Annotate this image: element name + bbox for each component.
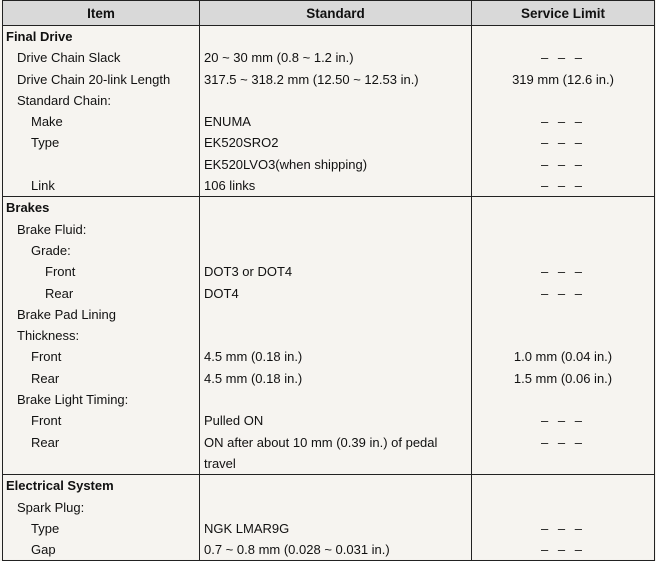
cell-line: – – – <box>541 156 585 172</box>
header-item: Item <box>3 1 200 26</box>
cell-line <box>200 497 471 518</box>
item-cell <box>3 197 200 475</box>
cell-line <box>472 90 654 111</box>
cell-line <box>472 325 654 346</box>
cell-line: Type <box>31 135 60 151</box>
standard-cell <box>200 475 472 561</box>
item-cell <box>3 475 200 561</box>
section-title: Electrical System <box>6 478 114 494</box>
cell-line: Pulled ON <box>204 413 264 429</box>
section-title: Brakes <box>6 200 50 216</box>
cell-line: 4.5 mm (0.18 in.) <box>204 370 303 386</box>
cell-line: DOT3 or DOT4 <box>204 264 293 280</box>
cell-line: 319 mm (12.6 in.) <box>512 71 614 87</box>
cell-line: – – – <box>541 264 585 280</box>
blank-line <box>200 26 471 47</box>
cell-line: Make <box>31 114 63 130</box>
cell-line: – – – <box>541 520 585 536</box>
cell-line: Rear <box>31 434 60 450</box>
cell-line: 20 ~ 30 mm (0.8 ~ 1.2 in.) <box>204 50 354 66</box>
cell-line: 106 links <box>204 178 256 194</box>
cell-line: 317.5 ~ 318.2 mm (12.50 ~ 12.53 in.) <box>204 71 419 87</box>
cell-line: 4.5 mm (0.18 in.) <box>204 349 303 365</box>
standard-cell <box>200 197 472 475</box>
cell-line: Standard Chain: <box>17 92 111 108</box>
header-service-limit: Service Limit <box>472 1 655 26</box>
cell-line <box>472 389 654 410</box>
cell-line <box>472 240 654 261</box>
cell-line: Drive Chain 20-link Length <box>17 71 171 87</box>
item-cell <box>3 26 200 197</box>
cell-line: – – – <box>541 434 585 450</box>
section-2 <box>3 197 655 475</box>
service-limit-cell <box>472 26 655 197</box>
section-title: Final Drive <box>6 29 73 44</box>
cell-line: Grade: <box>31 242 71 258</box>
cell-line: Drive Chain Slack <box>17 50 121 66</box>
cell-line <box>3 453 199 474</box>
cell-line <box>472 304 654 325</box>
blank-line <box>472 197 654 218</box>
cell-line <box>200 325 471 346</box>
cell-line: – – – <box>541 135 585 151</box>
cell-line: Type <box>31 520 60 536</box>
cell-line <box>200 304 471 325</box>
blank-line <box>472 26 654 47</box>
cell-line <box>200 240 471 261</box>
service-limit-cell <box>472 197 655 475</box>
blank-line <box>472 475 654 496</box>
cell-line <box>200 90 471 111</box>
cell-line: travel <box>204 455 236 471</box>
standard-cell <box>200 26 472 197</box>
section-1 <box>3 26 655 197</box>
cell-line: 1.5 mm (0.06 in.) <box>513 370 613 386</box>
cell-line: ENUMA <box>204 114 251 130</box>
cell-line: Rear <box>31 370 60 386</box>
cell-line: Thickness: <box>17 328 80 344</box>
header-standard: Standard <box>200 1 472 26</box>
cell-line: Gap <box>31 542 56 558</box>
cell-line: Front <box>31 413 62 429</box>
cell-line: Brake Pad Lining <box>17 306 117 322</box>
cell-line: EK520LVO3(when shipping) <box>204 156 368 172</box>
cell-line: 1.0 mm (0.04 in.) <box>513 349 613 365</box>
cell-line: NGK LMAR9G <box>204 520 290 536</box>
cell-line: Link <box>31 178 55 194</box>
cell-line: – – – <box>541 285 585 301</box>
cell-line: Front <box>31 349 62 365</box>
cell-line: ON after about 10 mm (0.39 in.) of pedal <box>204 434 438 450</box>
header-row <box>3 1 655 26</box>
cell-line <box>200 219 471 240</box>
specifications-table <box>2 0 655 561</box>
cell-line: – – – <box>541 114 585 130</box>
cell-line: – – – <box>541 178 585 194</box>
cell-line: Brake Light Timing: <box>17 392 129 408</box>
blank-line <box>200 197 471 218</box>
cell-line: Front <box>45 264 76 280</box>
cell-line <box>200 389 471 410</box>
cell-line: Spark Plug: <box>17 499 85 515</box>
cell-line <box>3 154 199 175</box>
cell-line <box>472 453 654 474</box>
cell-line: 0.7 ~ 0.8 mm (0.028 ~ 0.031 in.) <box>204 542 390 558</box>
cell-line: DOT4 <box>204 285 239 301</box>
section-3 <box>3 475 655 561</box>
service-limit-cell <box>472 475 655 561</box>
cell-line <box>472 219 654 240</box>
cell-line: Rear <box>45 285 74 301</box>
blank-line <box>200 475 471 496</box>
cell-line: EK520SRO2 <box>204 135 279 151</box>
cell-line: – – – <box>541 542 585 558</box>
cell-line <box>472 497 654 518</box>
cell-line: – – – <box>541 413 585 429</box>
cell-line: Brake Fluid: <box>17 221 87 237</box>
cell-line: – – – <box>541 50 585 66</box>
